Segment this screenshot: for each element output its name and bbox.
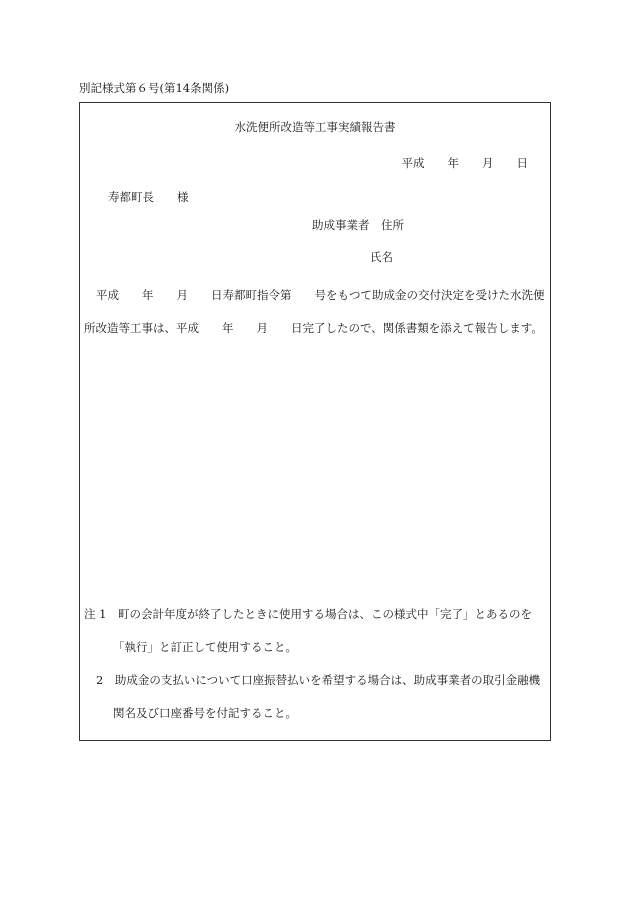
note-1-line-2: 「執行」と訂正して使用すること。 xyxy=(113,640,297,654)
document-title: 水洗便所改造等工事実績報告書 xyxy=(234,120,396,134)
note-2-line-2: 関名及び口座番号を付記すること。 xyxy=(113,706,297,720)
form-reference: 別記様式第６号(第14条関係) xyxy=(79,81,230,95)
note-1-line-1: 注 1 町の会計年度が終了したときに使用する場合は、この様式中「完了」とあるのを xyxy=(84,607,532,621)
report-body: 平成 年 月 日寿都町指令第 号をもつて助成金の交付決定を受けた水洗便所改造等工事は、平成 年 月 日完了したので、関係書類を添えて報告します。 xyxy=(84,288,545,335)
applicant-name-label: 氏名 xyxy=(370,250,393,264)
applicant-address-label: 助成事業者 住所 xyxy=(312,218,404,232)
note-2-line-1: 2 助成金の支払いについて口座振替払いを希望する場合は、助成事業者の取引金融機 xyxy=(96,673,541,687)
date-line: 平成 年 月 日 xyxy=(401,156,528,170)
addressee: 寿都町長 様 xyxy=(108,190,189,204)
report-form xyxy=(79,102,551,741)
